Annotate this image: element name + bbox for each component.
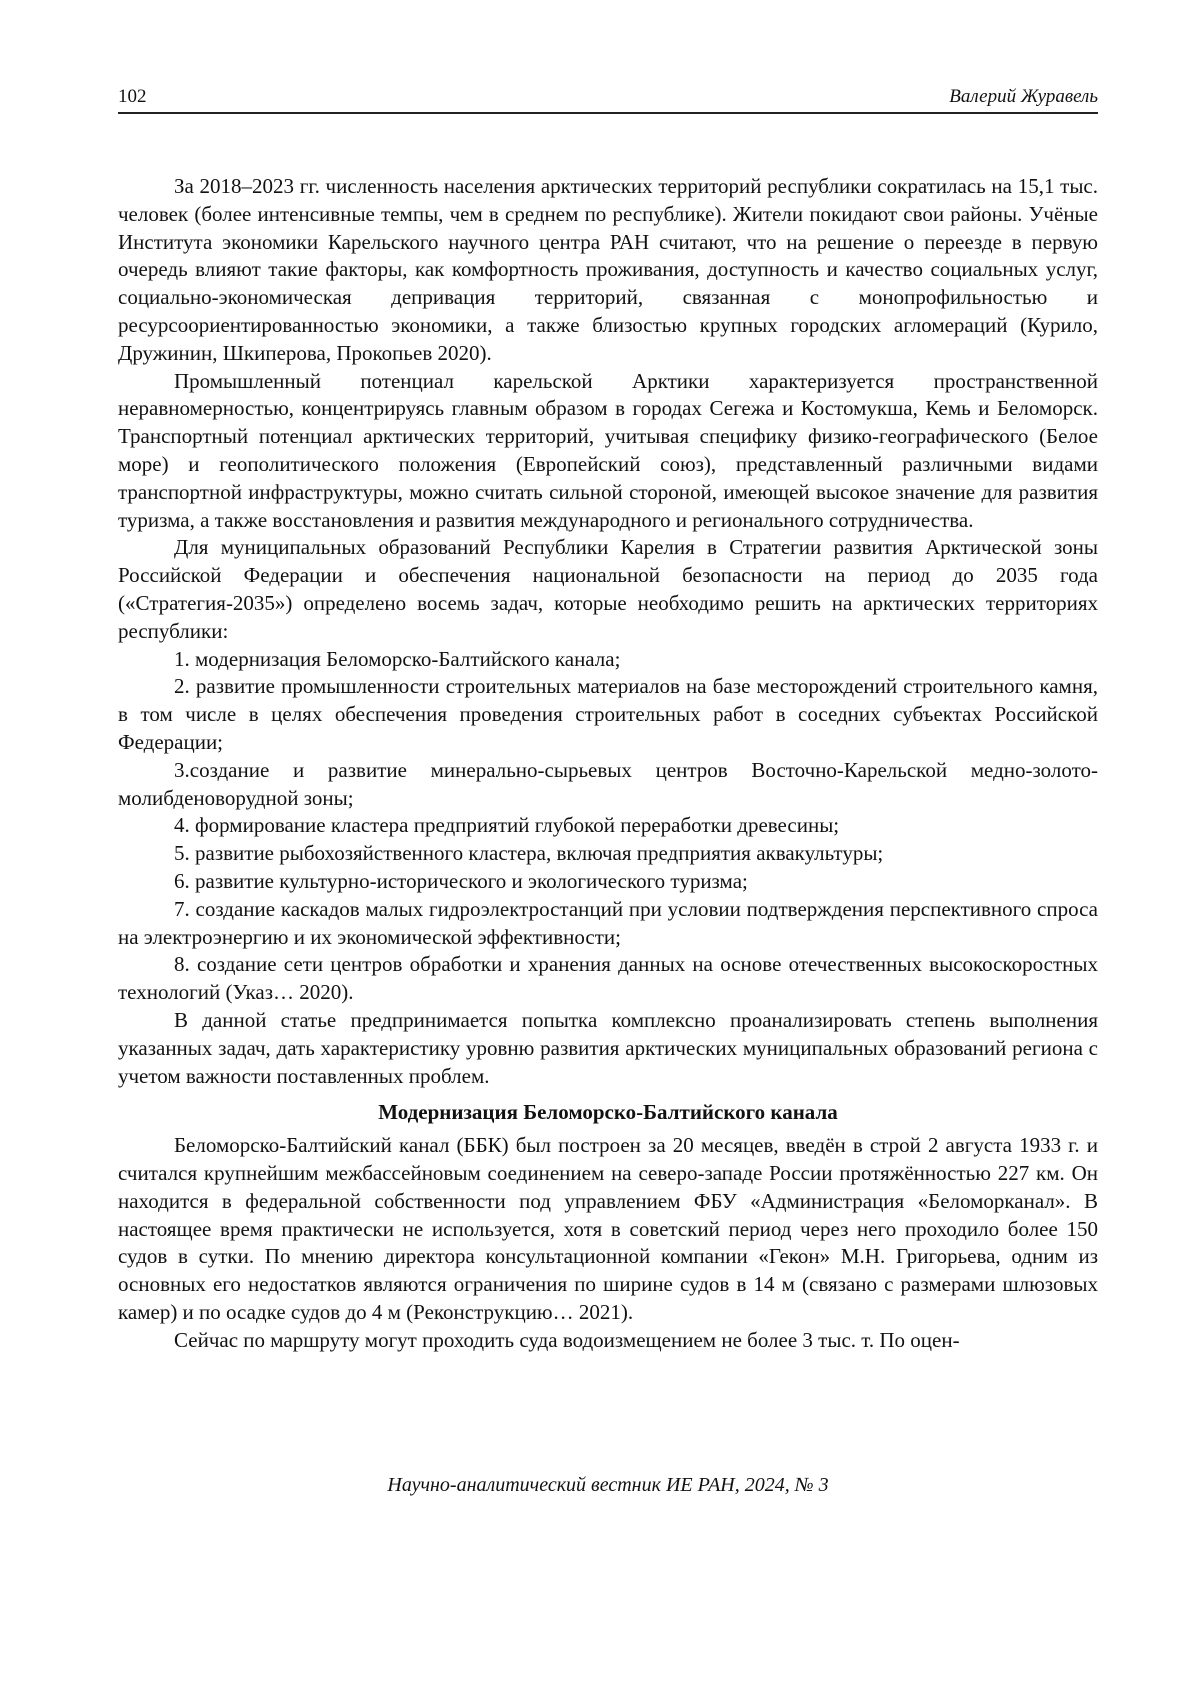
list-item: 3.создание и развитие минерально-сырьевых центров Восточно-Карельской медно-золото-молибденоворудной зоны; xyxy=(118,757,1098,810)
journal-footer: Научно-аналитический вестник ИЕ РАН, 2024, № 3 xyxy=(387,1474,829,1496)
list-item: 1. модернизация Беломорско-Балтийского канала; xyxy=(174,646,621,671)
article-body xyxy=(118,173,1098,1355)
paragraph: В данной статье предпринимается попытка комплексно проанализировать степень выполнения указанных задач, дать характеристику уровню развития арктических муниципальных образований региона с учетом важности поставленных проблем. xyxy=(118,1007,1098,1088)
paragraph: Промышленный потенциал карельской Арктики характеризуется пространственной неравномерностью, концентрируясь главным образом в городах Сегежа и Костомукша, Кемь и Беломорск. Транспортный потенциал арктических территорий, учитывая специфику физико-географического (Белое море) и геополитического положения (Европейский союз), представленный различными видами транспортной инфраструктуры, можно считать сильной стороной, имеющей высокое значение для развития туризма, а также восстановления и развития международного и регионального сотрудничества. xyxy=(118,368,1098,532)
list-item: 2. развитие промышленности строительных материалов на базе месторождений строительного камня, в том числе в целях обеспечения проведения строительных работ в соседних субъектах Российской Федерации; xyxy=(118,674,1098,754)
paragraph: Для муниципальных образований Республики Карелия в Стратегии развития Арктической зоны Российской Федерации и обеспечения национальной безопасности на период до 2035 года («Стратегия-2035») определено восемь задач, которые необходимо решить на арктических территориях республики: xyxy=(118,535,1098,643)
document-page xyxy=(118,0,1098,1698)
section-heading: Модернизация Беломорско-Балтийского канала xyxy=(378,1100,838,1125)
list-item: 7. создание каскадов малых гидроэлектростанций при условии подтверждения перспективного спроса на электроэнергию и их экономической эффективности; xyxy=(118,896,1098,949)
page-number: 102 xyxy=(118,86,147,107)
running-author: Валерий Журавель xyxy=(949,86,1098,107)
list-item: 4. формирование кластера предприятий глубокой переработки древесины; xyxy=(174,813,840,838)
paragraph: За 2018–2023 гг. численность населения арктических территорий республики сократилась на 15,1 тыс. человек (более интенсивные темпы, чем в среднем по республике). Жители покидают свои районы. Учёные Института экономики Карельского научного центра РАН считают, что на решение о переезде в первую очередь влияют такие факторы, как комфортность проживания, доступность и качество социальных услуг, социально-экономическая депривация территорий, связанная с монопрофильностью и ресурсоориентированностью экономики, а также близостью крупных городских агломераций (Курило, Дружинин, Шкиперова, Прокопьев 2020). xyxy=(118,174,1098,365)
running-header xyxy=(118,86,1098,114)
list-item: 5. развитие рыбохозяйственного кластера, включая предприятия аквакультуры; xyxy=(174,841,884,866)
list-item: 8. создание сети центров обработки и хранения данных на основе отечественных высокоскоростных технологий (Указ… 2020). xyxy=(118,952,1098,1005)
paragraph: Сейчас по маршруту могут проходить суда водоизмещением не более 3 тыс. т. По оцен- xyxy=(174,1327,960,1352)
list-item: 6. развитие культурно-исторического и экологического туризма; xyxy=(174,868,748,893)
paragraph: Беломорско-Балтийский канал (ББК) был построен за 20 месяцев, введён в строй 2 августа 1933 г. и считался крупнейшим межбассейновым соединением на северо-западе России протяжённостью 227 км. Он находится в федеральной собственности под управлением ФБУ «Администрация «Беломорканал». В настоящее время практически не используется, хотя в советский период через него проходило более 150 судов в сутки. По мнению директора консультационной компании «Гекон» М.Н. Григорьева, одним из основных его недостатков являются ограничения по ширине судов в 14 м (связано с размерами шлюзовых камер) и по осадке судов до 4 м (Реконструкцию… 2021). xyxy=(118,1133,1098,1325)
